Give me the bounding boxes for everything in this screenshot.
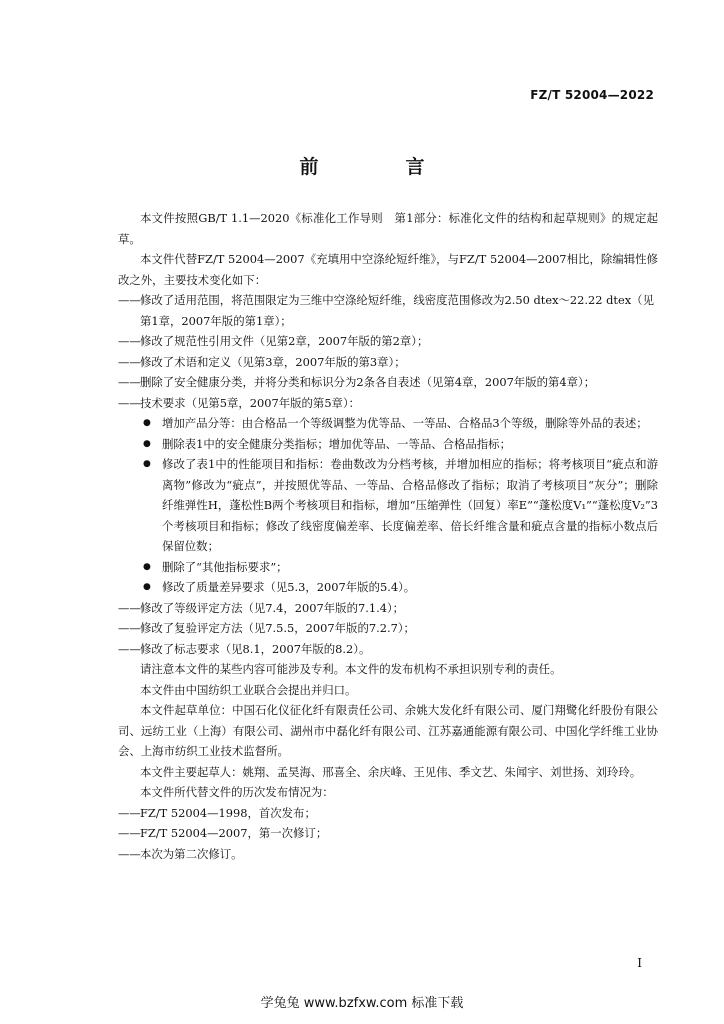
paragraph-replaces: 本文件代替FZ/T 52004—2007《充填用中空涤纶短纤维》，与FZ/T 52004—2007相比，除编辑性修改之外，主要技术变化如下： — [118, 252, 658, 287]
bullet-icon: ● — [143, 418, 151, 428]
paragraph-history-intro: 本文件所代替文件的历次发布情况为： — [140, 785, 334, 799]
change-item: —— 修改了等级评定方法（见7.4，2007年版的7.1.4）； — [118, 600, 405, 615]
paragraph-drafters: 本文件主要起草人：姚翔、孟昊海、邢喜全、余庆峰、王见伟、季文艺、朱闻宇、刘世扬、刘玲玲。 — [140, 764, 642, 779]
paragraph-drafting-units: 本文件起草单位：中国石化仪征化纤有限责任公司、余姚大发化纤有限公司、厦门翔鹭化纤股份有限公司、远纺工业（上海）有限公司、湖州市中磊化纤有限公司、江苏嘉通能源有限公司、中国化学纤维工业协会、上海市纺织工业技术监督所。 — [118, 703, 658, 758]
change-item: —— 修改了术语和定义（见第3章，2007年版的第3章）； — [118, 354, 406, 369]
bullet-icon: ● — [143, 582, 151, 592]
change-item: —— 修改了复验评定方法（见7.5.5，2007年版的7.2.7）； — [118, 621, 415, 635]
history-item: —— 本次为第二次修订。 — [118, 846, 243, 861]
bullet-icon: ● — [143, 459, 151, 469]
change-item: —— 修改了适用范围，将范围限定为三维中空涤纶短纤维，线密度范围修改为2.50 dtex～22.22 dtex（见第1章，2007年版的第1章）； — [118, 293, 654, 328]
history-item: —— FZ/T 52004—2007，第一次修订； — [118, 826, 328, 840]
paragraph-drafting-rules: 本文件按照GB/T 1.1—2020《标准化工作导则 第1部分：标准化文件的结构和起草规则》的规定起草。 — [118, 211, 658, 246]
page-title: 前 言 — [299, 156, 459, 178]
tech-item: ● 删除了“其他指标要求”； — [118, 557, 658, 578]
bullet-icon: ● — [143, 561, 151, 572]
paragraph-patent: 请注意本文件的某些内容可能涉及专利。本文件的发布机构不承担识别专利的责任。 — [140, 662, 562, 676]
page-number: I — [637, 956, 642, 970]
change-item: —— 修改了规范性引用文件（见第2章，2007年版的第2章）； — [118, 334, 429, 348]
history-item: —— FZ/T 52004—1998，首次发布； — [118, 805, 316, 820]
change-item: —— 技术要求（见第5章，2007年版的第5章）： — [118, 395, 361, 410]
change-item: —— 删除了安全健康分类，并将分类和标识分为2条各自表述（见第4章，2007年版的第4章）； — [118, 375, 596, 389]
bullet-icon: ● — [143, 438, 151, 449]
tech-item: ● 删除表1中的安全健康分类指标；增加优等品、一等品、合格品指标； — [118, 434, 658, 455]
foreword-body — [118, 208, 658, 864]
paragraph-proposer: 本文件由中国纺织工业联合会提出并归口。 — [140, 682, 357, 697]
change-item: —— 修改了标志要求（见8.1，2007年版的8.2）。 — [118, 641, 371, 656]
standard-code: FZ/T 52004—2022 — [530, 88, 654, 102]
tech-item: ● 修改了表1中的性能项目和指标：卷曲数改为分档考核，并增加相应的指标；将考核项目“疵点和游离物”修改为“疵点”，并按照优等品、一等品、合格品修改了指标；取消了考核项目“灰分”；删除纤维弹性H，蓬松性B两个考核项目和指标，增加“压缩弹性（回复）率E”“蓬松度V₁”“蓬松度V₂”3个考核项目和指标；修改了线密度偏差率、长度偏差率、倍长纤维含量和疵点含量的指标小数点后保留位数； — [118, 454, 658, 557]
tech-item: ● 修改了质量差异要求（见5.3，2007年版的5.4）。 — [118, 577, 658, 598]
tech-item: ● 增加产品分等：由合格品一个等级调整为优等品、一等品、合格品3个等级，删除等外品的表述； — [118, 413, 658, 434]
footer-watermark: 学兔兔 www.bzfxw.com 标准下载 — [260, 996, 464, 1011]
